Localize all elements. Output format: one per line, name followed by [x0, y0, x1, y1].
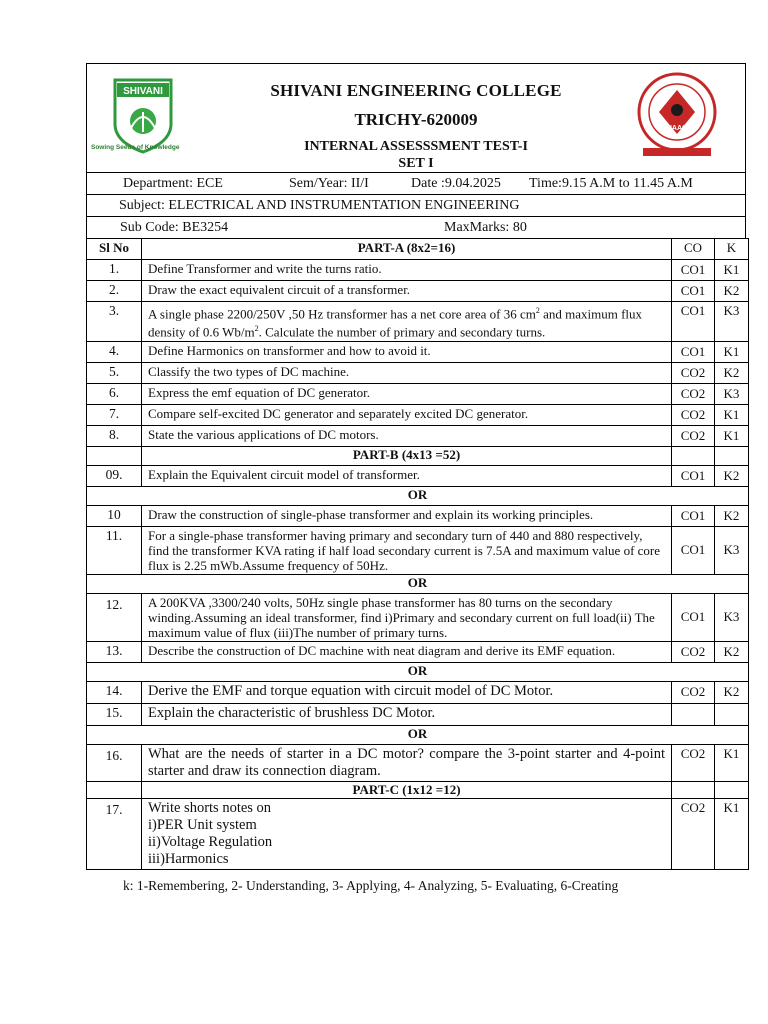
question-row	[87, 526, 749, 574]
or-row	[87, 662, 749, 681]
college-logo-tagline: Sowing Seeds of Knowledge	[91, 144, 180, 151]
question-text: Draw the exact equivalent circuit of a transformer.	[142, 281, 672, 302]
part-b-title: PART-B (4x13 =52)	[142, 446, 672, 465]
question-text: Explain the characteristic of brushless DC Motor.	[142, 703, 672, 725]
question-row	[87, 341, 749, 362]
college-city: TRICHY-620009	[354, 110, 478, 129]
question-k: K3	[715, 302, 749, 342]
question-co: CO1	[672, 526, 715, 574]
question-row	[87, 593, 749, 641]
naac-logo	[629, 70, 725, 164]
question-row	[87, 681, 749, 703]
question-number: 11.	[87, 526, 142, 574]
question-co: CO2	[672, 798, 715, 869]
question-k: K1	[715, 744, 749, 781]
question-row	[87, 465, 749, 486]
question-k: K1	[715, 425, 749, 446]
naac-logo-text: NAAC	[666, 125, 688, 132]
question-k: K3	[715, 383, 749, 404]
exam-date: Date :9.04.2025	[411, 176, 501, 191]
question-row	[87, 302, 749, 342]
question-k: K1	[715, 404, 749, 425]
question-k: K2	[715, 681, 749, 703]
question-co	[672, 703, 715, 725]
question-text: Compare self-excited DC generator and separately excited DC generator.	[142, 404, 672, 425]
question-text: Define Transformer and write the turns ratio.	[142, 260, 672, 281]
or-label: OR	[87, 725, 749, 744]
question-k: K3	[715, 526, 749, 574]
question-k: K2	[715, 362, 749, 383]
question-number: 10	[87, 505, 142, 526]
question-text: For a single-phase transformer having primary and secondary turn of 440 and 880 respectively, find the transformer KVA rating if half load secondary current is 7.5A and maximum value of core flux is 2.25 mWb.Assume frequency of 50Hz.	[142, 526, 672, 574]
paper-header	[86, 63, 746, 172]
exam-time: Time:9.15 A.M to 11.45 A.M	[529, 176, 693, 191]
college-name: SHIVANI ENGINEERING COLLEGE	[270, 81, 562, 100]
question-row	[87, 798, 749, 869]
or-label: OR	[87, 574, 749, 593]
part-a-title: PART-A (8x2=16)	[142, 239, 672, 260]
question-k: K1	[715, 798, 749, 869]
question-co: CO2	[672, 425, 715, 446]
question-row	[87, 281, 749, 302]
col-k: K	[715, 239, 749, 260]
question-number: 14.	[87, 681, 142, 703]
question-k: K2	[715, 465, 749, 486]
question-text: What are the needs of starter in a DC motor? compare the 3-point starter and 4-point starter and draw its connection diagram.	[142, 744, 672, 781]
or-label: OR	[87, 486, 749, 505]
question-k: K2	[715, 281, 749, 302]
question-row	[87, 260, 749, 281]
or-row	[87, 725, 749, 744]
question-row	[87, 425, 749, 446]
question-co: CO2	[672, 641, 715, 662]
svg-text:SHIVANI: SHIVANI	[123, 86, 163, 97]
set-label: SET I	[398, 156, 434, 171]
or-label: OR	[87, 662, 749, 681]
question-paper	[86, 63, 746, 870]
question-number: 16.	[87, 744, 142, 781]
subject: Subject: ELECTRICAL AND INSTRUMENTATION ENGINEERING	[119, 198, 520, 213]
question-co: CO2	[672, 404, 715, 425]
question-co: CO1	[672, 302, 715, 342]
sub-code: Sub Code: BE3254	[120, 220, 229, 235]
question-number: 4.	[87, 341, 142, 362]
question-row	[87, 383, 749, 404]
question-co: CO2	[672, 362, 715, 383]
question-text: Define Harmonics on transformer and how to avoid it.	[142, 341, 672, 362]
question-text: Describe the construction of DC machine with neat diagram and derive its EMF equation.	[142, 641, 672, 662]
question-number: 2.	[87, 281, 142, 302]
question-k: K2	[715, 641, 749, 662]
question-row	[87, 362, 749, 383]
col-co: CO	[672, 239, 715, 260]
question-number: 13.	[87, 641, 142, 662]
question-k: K2	[715, 505, 749, 526]
questions-table	[86, 238, 749, 870]
question-row	[87, 703, 749, 725]
question-row	[87, 404, 749, 425]
question-number: 12.	[87, 593, 142, 641]
question-k: K1	[715, 341, 749, 362]
question-text: Express the emf equation of DC generator.	[142, 383, 672, 404]
or-row	[87, 486, 749, 505]
question-number: 7.	[87, 404, 142, 425]
info-row-1	[86, 172, 746, 194]
question-co: CO2	[672, 681, 715, 703]
question-number: 15.	[87, 703, 142, 725]
col-slno: Sl No	[87, 239, 142, 260]
question-k: K1	[715, 260, 749, 281]
question-row	[87, 744, 749, 781]
question-number: 1.	[87, 260, 142, 281]
department: Department: ECE	[123, 176, 223, 191]
max-marks: MaxMarks: 80	[444, 220, 527, 235]
question-co: CO1	[672, 341, 715, 362]
question-co: CO1	[672, 465, 715, 486]
info-row-3	[86, 216, 746, 238]
question-co: CO2	[672, 744, 715, 781]
question-text: State the various applications of DC motors.	[142, 425, 672, 446]
question-number: 09.	[87, 465, 142, 486]
question-number: 6.	[87, 383, 142, 404]
question-co: CO2	[672, 383, 715, 404]
part-b-header-row	[87, 446, 749, 465]
question-co: CO1	[672, 281, 715, 302]
test-title: INTERNAL ASSESSSMENT TEST-I	[304, 139, 528, 154]
info-row-2	[86, 194, 746, 216]
part-c-title: PART-C (1x12 =12)	[142, 781, 672, 798]
sem-year: Sem/Year: II/I	[289, 176, 369, 191]
question-number: 3.	[87, 302, 142, 342]
question-text: A 200KVA ,3300/240 volts, 50Hz single phase transformer has 80 turns on the secondary winding.Assuming an ideal transformer, find i)Primary and secondary current on full load(ii) The maximum value of flux (iii)The number of primary turns.	[142, 593, 672, 641]
question-text: Derive the EMF and torque equation with circuit model of DC Motor.	[142, 681, 672, 703]
question-text: Draw the construction of single-phase transformer and explain its working principles.	[142, 505, 672, 526]
question-text: Explain the Equivalent circuit model of transformer.	[142, 465, 672, 486]
or-row	[87, 574, 749, 593]
part-c-header-row	[87, 781, 749, 798]
question-number: 8.	[87, 425, 142, 446]
question-number: 5.	[87, 362, 142, 383]
question-co: CO1	[672, 593, 715, 641]
question-k: K3	[715, 593, 749, 641]
question-k	[715, 703, 749, 725]
question-co: CO1	[672, 260, 715, 281]
question-row	[87, 641, 749, 662]
question-text: Write shorts notes on i)PER Unit system ii)Voltage Regulation iii)Harmonics	[142, 798, 672, 869]
question-co: CO1	[672, 505, 715, 526]
question-text: Classify the two types of DC machine.	[142, 362, 672, 383]
knowledge-level-legend: k: 1-Remembering, 2- Understanding, 3- Applying, 4- Analyzing, 5- Evaluating, 6-Creating	[123, 878, 619, 893]
question-number: 17.	[87, 798, 142, 869]
question-text: A single phase 2200/250V ,50 Hz transformer has a net core area of 36 $cm^2$ and maximum flux density of 0.6 $Wb/m^2$. Calculate the number of primary and secondary turns.	[142, 302, 672, 342]
question-row	[87, 505, 749, 526]
